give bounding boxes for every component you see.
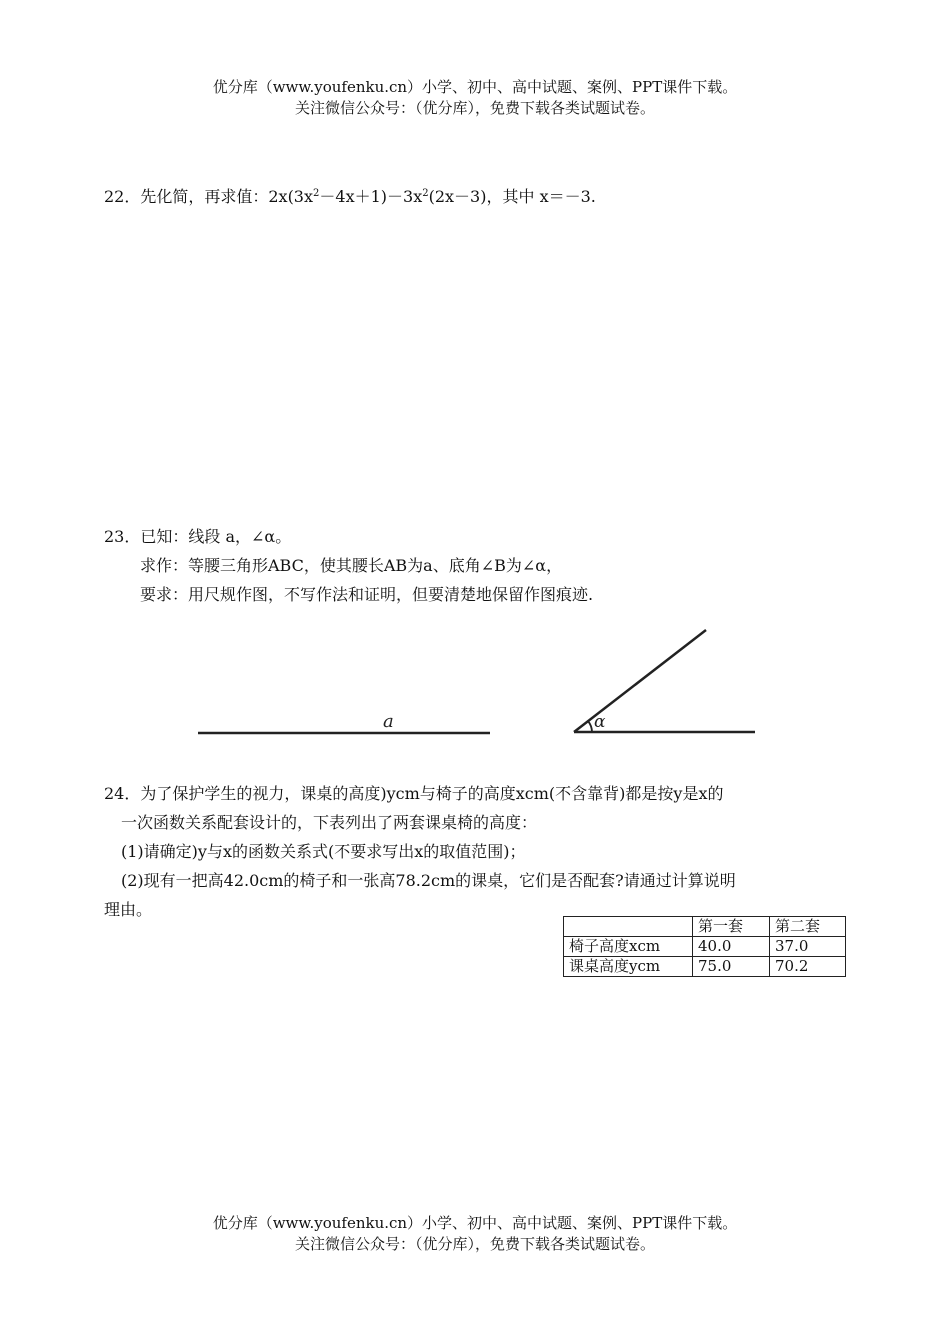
q24-line-1: 24．为了保护学生的视力，课桌的高度)ycm与椅子的高度xcm(不含靠背)都是按y是x的	[104, 784, 724, 803]
q23-given: 23．已知：线段 a，∠α。	[104, 527, 292, 546]
angle-alpha-label: α	[594, 712, 606, 732]
construction-figure	[190, 615, 770, 745]
header-line-2: 关注微信公众号：（优分库），免费下载各类试题试卷。	[294, 99, 655, 117]
q22-text-a: 22．先化简，再求值：2x(3x	[104, 187, 314, 206]
table-header-cell	[564, 917, 693, 937]
page-footer	[0, 1213, 950, 1255]
q24-part-2: (2)现有一把高42.0cm的椅子和一张高78.2cm的课桌，它们是否配套?请通过计算说明	[121, 871, 736, 890]
table-cell: 37.0	[770, 937, 846, 957]
table-header-cell: 第二套	[770, 917, 846, 937]
q22-exponent-2: 2	[422, 188, 429, 199]
q22-text-c: (2x－3)，其中 x＝－3.	[428, 187, 596, 206]
q23-construct: 求作：等腰三角形ABC，使其腰长AB为a、底角∠B为∠α，	[140, 556, 563, 575]
page-header	[0, 77, 950, 119]
q23-requirement: 要求：用尺规作图，不写作法和证明，但要清楚地保留作图痕迹.	[140, 585, 594, 604]
footer-line-2: 关注微信公众号：（优分库），免费下载各类试题试卷。	[294, 1235, 655, 1253]
table-cell: 75.0	[693, 957, 770, 977]
table-header-cell: 第一套	[693, 917, 770, 937]
segment-a-label: a	[383, 711, 394, 732]
header-line-1: 优分库（www.youfenku.cn）小学、初中、高中试题、案例、PPT课件下载。	[212, 78, 738, 96]
table-cell: 40.0	[693, 937, 770, 957]
q24-part-1: (1)请确定)y与x的函数关系式(不要求写出x的取值范围)；	[121, 842, 526, 861]
q24-line-2: 一次函数关系配套设计的，下表列出了两套课桌椅的高度：	[121, 813, 538, 832]
angle-arc	[588, 721, 592, 732]
height-table	[563, 916, 846, 977]
table-cell: 70.2	[770, 957, 846, 977]
table-cell: 椅子高度xcm	[564, 937, 693, 957]
q22-text-b: －4x＋1)－3x	[319, 187, 423, 206]
footer-line-1: 优分库（www.youfenku.cn）小学、初中、高中试题、案例、PPT课件下载。	[212, 1214, 738, 1232]
table-row	[564, 957, 846, 977]
table-row	[564, 937, 846, 957]
table-cell: 课桌高度ycm	[564, 957, 693, 977]
table-header-row	[564, 917, 846, 937]
q24-line-5: 理由。	[104, 900, 153, 919]
q22-exponent-1: 2	[313, 188, 320, 199]
question-22	[104, 187, 596, 207]
